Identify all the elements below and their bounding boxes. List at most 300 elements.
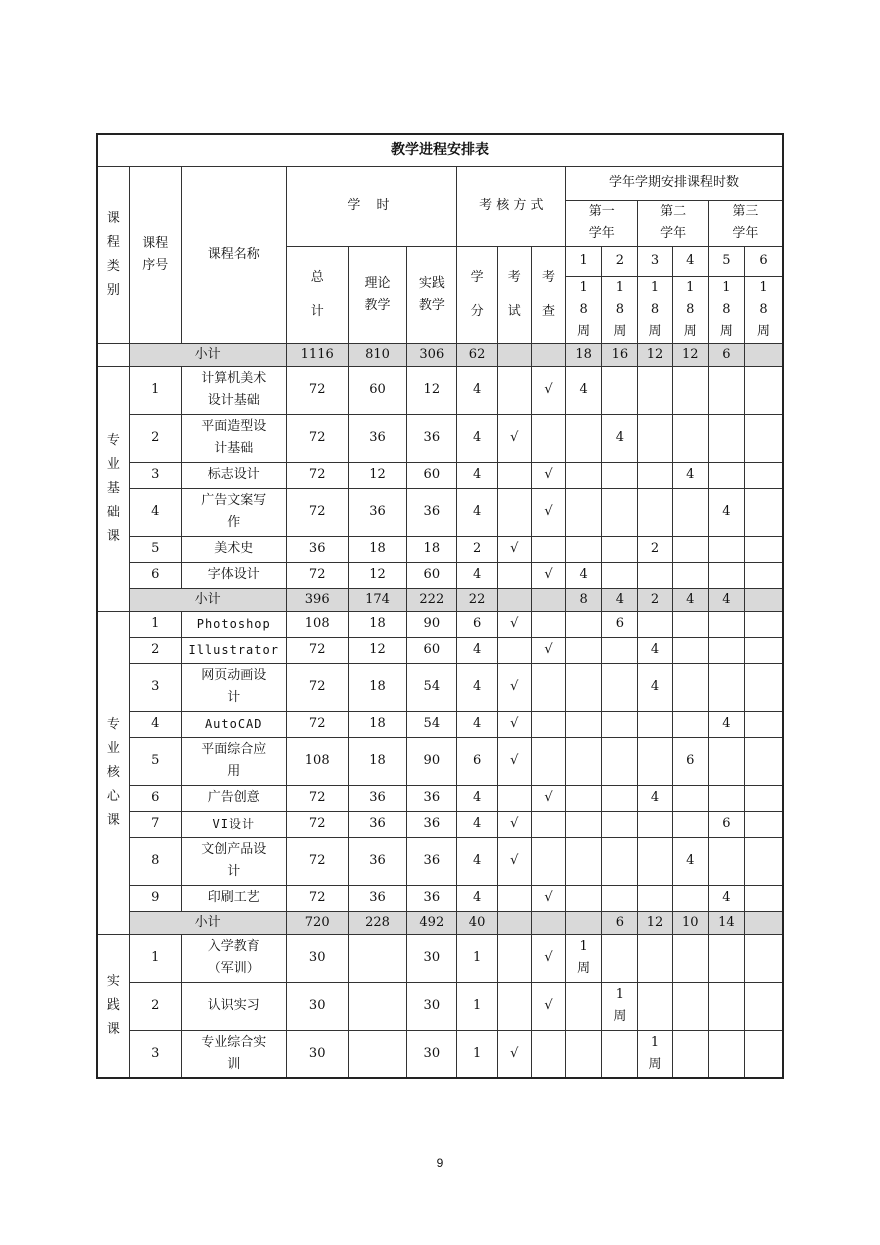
- table-cell: [566, 536, 602, 562]
- header-term-6: 6: [745, 246, 784, 276]
- table-cell: [286, 982, 348, 1030]
- header-weeks-term-6: [745, 276, 784, 343]
- subtotal-cell: 720: [286, 911, 348, 934]
- table-cell-text: √: [510, 541, 519, 556]
- table-cell: [497, 637, 531, 663]
- table-cell-text: 108: [304, 753, 330, 768]
- table-cell: [672, 663, 708, 711]
- table-cell: [407, 366, 457, 414]
- table-cell-text: √: [544, 790, 553, 805]
- table-cell: [457, 1030, 497, 1078]
- table-cell: [348, 934, 406, 982]
- table-cell: [745, 562, 784, 588]
- table-cell: [497, 366, 531, 414]
- table-cell: [286, 1030, 348, 1078]
- table-cell: [602, 837, 638, 885]
- table-cell: [745, 711, 784, 737]
- table-cell: [531, 982, 565, 1030]
- course-name-text: Illustrator: [188, 642, 279, 657]
- header-term-2: 2: [602, 246, 638, 276]
- header-weeks-text: 18周: [648, 279, 662, 339]
- category-text: 专业基础课: [106, 432, 120, 544]
- header-weeks-text: 18周: [683, 279, 697, 339]
- table-cell: [566, 637, 602, 663]
- subtotal-cell: 4: [708, 588, 744, 611]
- table-cell: [672, 934, 708, 982]
- table-cell-text: 60: [369, 382, 386, 397]
- table-cell-text: 36: [369, 816, 386, 831]
- course-name-text: 广告文案写作: [201, 493, 267, 530]
- table-cell-text: 12: [369, 567, 386, 582]
- table-cell: [708, 785, 744, 811]
- table-cell: [531, 488, 565, 536]
- table-cell-text: 4: [650, 679, 660, 694]
- table-cell-text: 72: [308, 816, 326, 831]
- table-cell: [602, 1030, 638, 1078]
- course-seq-text: 6: [151, 567, 160, 582]
- subtotal-cell: [497, 588, 531, 611]
- table-cell-text: √: [544, 642, 553, 657]
- course-name-text: 平面综合应用: [201, 742, 267, 779]
- table-cell-text: 72: [308, 642, 326, 657]
- course-name: [181, 488, 286, 536]
- subtotal-cell: 8: [566, 588, 602, 611]
- table-row: [97, 982, 783, 1030]
- table-cell-text: √: [510, 716, 519, 731]
- category-text: 实践课: [106, 973, 120, 1037]
- subtotal-cell: [745, 911, 784, 934]
- table-cell-text: 4: [686, 853, 695, 868]
- header-year1-text: 第一学年: [588, 204, 615, 241]
- table-cell: [348, 811, 406, 837]
- table-cell-text: √: [510, 1045, 519, 1061]
- table-cell: [348, 637, 406, 663]
- table-cell: [497, 982, 531, 1030]
- table-cell-text: 1: [472, 950, 482, 965]
- header-weeks-term-2: [602, 276, 638, 343]
- course-seq-text: 3: [151, 679, 160, 694]
- course-seq-text: 4: [151, 716, 160, 731]
- table-cell: [638, 934, 672, 982]
- header-practice: [407, 246, 457, 343]
- table-cell-text: 6: [472, 616, 482, 631]
- table-cell: [407, 462, 457, 488]
- table-cell: [497, 785, 531, 811]
- table-row: [97, 737, 783, 785]
- table-cell-text: 4: [650, 642, 660, 657]
- table-cell-text: 4: [686, 467, 695, 482]
- table-cell-text: 30: [423, 1045, 441, 1061]
- table-cell: [745, 982, 784, 1030]
- table-row: [97, 1030, 783, 1078]
- table-cell: [286, 811, 348, 837]
- table-cell: [566, 611, 602, 637]
- course-seq: [129, 934, 181, 982]
- course-seq: [129, 837, 181, 885]
- table-cell-text: 36: [423, 816, 441, 831]
- table-cell: [638, 982, 672, 1030]
- table-cell-text: 54: [423, 716, 441, 731]
- table-cell: [745, 811, 784, 837]
- table-cell-text: 72: [308, 430, 326, 445]
- table-cell-text: 30: [423, 998, 441, 1013]
- table-cell: [566, 462, 602, 488]
- table-cell: [672, 562, 708, 588]
- table-cell: [407, 637, 457, 663]
- subtotal-cell: [745, 588, 784, 611]
- table-cell: [672, 637, 708, 663]
- course-name-text: AutoCAD: [204, 716, 263, 731]
- table-cell: [602, 711, 638, 737]
- subtotal-cell: 18: [566, 343, 602, 366]
- table-cell-text: 4: [472, 504, 482, 519]
- table-cell-text: 36: [369, 890, 386, 905]
- table-cell: [531, 1030, 565, 1078]
- table-cell: [638, 885, 672, 911]
- table-cell: [407, 536, 457, 562]
- header-term-4: 4: [672, 246, 708, 276]
- table-cell: [348, 366, 406, 414]
- table-cell-text: 4: [722, 504, 731, 519]
- header-year3: [708, 200, 783, 246]
- table-cell: [602, 488, 638, 536]
- subtotal-cell: 22: [457, 588, 497, 611]
- table-cell: [457, 663, 497, 711]
- table-cell: [286, 711, 348, 737]
- course-seq: [129, 711, 181, 737]
- header-credit-text: 学分: [470, 269, 484, 319]
- table-cell: [672, 737, 708, 785]
- table-cell-text: 30: [308, 950, 326, 965]
- table-cell: [745, 885, 784, 911]
- table-cell: [566, 366, 602, 414]
- course-seq-text: 9: [151, 890, 160, 905]
- table-cell: [457, 611, 497, 637]
- table-cell-text: 72: [308, 504, 326, 519]
- table-cell: [531, 462, 565, 488]
- table-cell-text: 1: [472, 1045, 482, 1061]
- table-row: [97, 462, 783, 488]
- table-cell-text: 72: [308, 853, 326, 868]
- header-name: 课程名称: [181, 166, 286, 343]
- subtotal-cell: 2: [638, 588, 672, 611]
- table-cell: [638, 837, 672, 885]
- table-cell: [672, 536, 708, 562]
- table-row: [97, 711, 783, 737]
- course-name: [181, 663, 286, 711]
- table-cell: [672, 414, 708, 462]
- table-cell-text: 36: [369, 504, 386, 519]
- table-cell-text: 18: [369, 716, 386, 731]
- table-cell-text: 36: [369, 853, 386, 868]
- table-cell: [407, 737, 457, 785]
- table-cell: [457, 488, 497, 536]
- table-cell: [638, 462, 672, 488]
- table-cell: [672, 785, 708, 811]
- table-cell-text: 12: [369, 467, 386, 482]
- course-seq: [129, 462, 181, 488]
- subtotal-cell: 4: [602, 588, 638, 611]
- subtotal-cell: [497, 911, 531, 934]
- table-cell: [457, 737, 497, 785]
- table-cell-text: 60: [423, 567, 441, 582]
- table-cell: [497, 837, 531, 885]
- table-cell-text: 18: [423, 541, 441, 556]
- course-seq: [129, 885, 181, 911]
- course-seq-text: 4: [151, 504, 160, 519]
- table-cell: [286, 663, 348, 711]
- course-name-text: 字体设计: [207, 567, 260, 582]
- table-cell: [638, 414, 672, 462]
- table-cell: [708, 934, 744, 982]
- table-cell-text: 4: [615, 430, 624, 445]
- table-cell-text: √: [510, 853, 519, 868]
- table-cell-text: 36: [423, 790, 441, 805]
- table-cell-text: 1周: [648, 1034, 662, 1072]
- table-cell: [745, 366, 784, 414]
- table-cell: [286, 462, 348, 488]
- table-cell: [286, 536, 348, 562]
- subtotal-cell: 492: [407, 911, 457, 934]
- table-cell-text: 30: [423, 950, 441, 965]
- table-title: 教学进程安排表: [97, 134, 783, 166]
- table-cell: [566, 837, 602, 885]
- table-cell-text: √: [544, 504, 553, 519]
- course-name-text: 广告创意: [207, 790, 260, 805]
- table-cell-text: 72: [308, 790, 326, 805]
- table-cell: [672, 366, 708, 414]
- table-cell: [348, 982, 406, 1030]
- table-cell: [566, 737, 602, 785]
- subtotal-cell: 12: [672, 343, 708, 366]
- table-cell-text: 30: [308, 1045, 326, 1061]
- table-cell-text: 72: [308, 890, 326, 905]
- table-cell-text: 18: [369, 679, 386, 694]
- table-cell: [602, 462, 638, 488]
- table-cell: [602, 785, 638, 811]
- subtotal-cell: [745, 343, 784, 366]
- header-year2: [638, 200, 708, 246]
- header-exam-method: 考 核 方 式: [457, 166, 566, 246]
- course-seq-text: 5: [151, 541, 160, 556]
- course-name-text: 计算机美术设计基础: [201, 371, 267, 408]
- course-seq: [129, 366, 181, 414]
- course-seq-text: 7: [151, 816, 160, 831]
- table-cell: [286, 837, 348, 885]
- subtotal-cell: 12: [638, 911, 672, 934]
- table-cell-text: √: [544, 382, 553, 397]
- subtotal-cell: 174: [348, 588, 406, 611]
- table-cell-text: 90: [423, 753, 441, 768]
- table-cell-text: 4: [472, 816, 482, 831]
- table-cell: [457, 934, 497, 982]
- header-check-text: 考查: [541, 269, 555, 319]
- course-name: [181, 611, 286, 637]
- table-cell: [672, 982, 708, 1030]
- course-name-text: 网页动画设计: [201, 668, 267, 705]
- table-cell-text: √: [544, 467, 553, 482]
- table-cell: [708, 462, 744, 488]
- table-cell: [407, 811, 457, 837]
- table-row: [97, 536, 783, 562]
- table-cell: [566, 488, 602, 536]
- table-cell-text: 6: [472, 753, 482, 768]
- table-cell: [531, 711, 565, 737]
- table-cell: [745, 934, 784, 982]
- table-cell-text: 60: [423, 467, 441, 482]
- table-row: [97, 488, 783, 536]
- table-cell: [566, 1030, 602, 1078]
- subtotal-cell: 306: [407, 343, 457, 366]
- table-cell: [708, 611, 744, 637]
- course-name: [181, 562, 286, 588]
- table-cell: [497, 811, 531, 837]
- course-seq: [129, 663, 181, 711]
- table-cell: [348, 737, 406, 785]
- table-cell-text: 108: [304, 616, 330, 631]
- subtotal-cell: 40: [457, 911, 497, 934]
- table-cell: [348, 462, 406, 488]
- table-cell: [497, 885, 531, 911]
- table-cell-text: 36: [423, 430, 441, 445]
- subtotal-cell: [531, 343, 565, 366]
- table-cell: [407, 785, 457, 811]
- table-cell: [286, 934, 348, 982]
- table-cell: [457, 885, 497, 911]
- course-seq: [129, 811, 181, 837]
- table-cell-text: 6: [615, 616, 624, 631]
- table-cell-text: 4: [579, 567, 588, 582]
- table-cell: [286, 885, 348, 911]
- table-cell-text: 4: [472, 716, 482, 731]
- table-cell: [745, 663, 784, 711]
- table-cell: [407, 663, 457, 711]
- table-cell: [708, 885, 744, 911]
- course-name: [181, 785, 286, 811]
- header-term-3: 3: [638, 246, 672, 276]
- subtotal-cell: 4: [672, 588, 708, 611]
- table-row: [97, 611, 783, 637]
- table-cell-text: 4: [472, 679, 482, 694]
- course-seq-text: 3: [151, 1045, 160, 1061]
- table-cell: [457, 637, 497, 663]
- header-weeks-text: 18周: [719, 279, 733, 339]
- header-weeks-text: 18周: [756, 279, 770, 339]
- table-cell-text: 12: [423, 382, 441, 397]
- subtotal-cell: [566, 911, 602, 934]
- table-cell: [638, 611, 672, 637]
- category-cell: [97, 366, 129, 611]
- table-cell: [531, 885, 565, 911]
- table-cell: [708, 637, 744, 663]
- course-name: [181, 637, 286, 663]
- course-seq: [129, 611, 181, 637]
- table-cell-text: 4: [472, 890, 482, 905]
- table-row: [97, 414, 783, 462]
- table-cell-text: √: [510, 816, 519, 831]
- table-cell: [708, 811, 744, 837]
- table-cell: [566, 414, 602, 462]
- table-cell-text: 1: [472, 998, 482, 1013]
- subtotal-label: 小计: [129, 911, 286, 934]
- table-cell: [407, 1030, 457, 1078]
- table-cell: [531, 414, 565, 462]
- header-weeks-term-3: [638, 276, 672, 343]
- header-weeks-term-1: [566, 276, 602, 343]
- course-name: [181, 711, 286, 737]
- table-cell-text: 72: [308, 567, 326, 582]
- course-name: [181, 737, 286, 785]
- table-cell-text: 6: [722, 816, 731, 831]
- table-cell: [708, 366, 744, 414]
- table-cell: [497, 536, 531, 562]
- table-cell: [638, 366, 672, 414]
- table-cell-text: 2: [472, 541, 482, 556]
- table-cell: [531, 663, 565, 711]
- table-row: [97, 811, 783, 837]
- table-cell: [708, 737, 744, 785]
- course-seq: [129, 637, 181, 663]
- table-cell: [497, 663, 531, 711]
- table-cell-text: √: [510, 430, 519, 445]
- table-cell: [602, 414, 638, 462]
- table-cell-text: 72: [308, 716, 326, 731]
- header-term-5: 5: [708, 246, 744, 276]
- table-cell: [745, 737, 784, 785]
- table-cell: [638, 737, 672, 785]
- table-row: [97, 663, 783, 711]
- table-cell: [708, 536, 744, 562]
- course-name: [181, 837, 286, 885]
- table-cell-text: 12: [369, 642, 386, 657]
- table-cell: [708, 711, 744, 737]
- header-year1: [566, 200, 638, 246]
- table-cell: [531, 637, 565, 663]
- header-exam-text: 考试: [507, 269, 521, 319]
- subtotal-cell: 6: [708, 343, 744, 366]
- table-cell: [286, 785, 348, 811]
- subtotal-label: 小计: [129, 343, 286, 366]
- table-cell: [286, 488, 348, 536]
- table-cell: [708, 837, 744, 885]
- table-cell: [531, 536, 565, 562]
- table-cell: [348, 414, 406, 462]
- table-cell-text: 2: [650, 541, 660, 556]
- course-name-text: 入学教育（军训）: [207, 939, 260, 976]
- table-cell: [672, 885, 708, 911]
- course-seq-text: 2: [151, 430, 160, 445]
- table-cell: [708, 562, 744, 588]
- table-row: [97, 785, 783, 811]
- course-seq: [129, 536, 181, 562]
- course-seq-text: 6: [151, 790, 160, 805]
- course-name: [181, 811, 286, 837]
- table-cell: [348, 562, 406, 588]
- table-cell-text: 4: [472, 790, 482, 805]
- header-category: [97, 166, 129, 343]
- table-cell: [672, 811, 708, 837]
- table-cell: [407, 611, 457, 637]
- table-cell: [638, 811, 672, 837]
- table-cell: [602, 737, 638, 785]
- table-cell-text: 4: [472, 467, 482, 482]
- table-cell: [672, 611, 708, 637]
- course-name: [181, 462, 286, 488]
- table-cell: [286, 414, 348, 462]
- table-cell-text: 36: [423, 504, 441, 519]
- table-cell: [745, 414, 784, 462]
- table-cell-text: 36: [369, 790, 386, 805]
